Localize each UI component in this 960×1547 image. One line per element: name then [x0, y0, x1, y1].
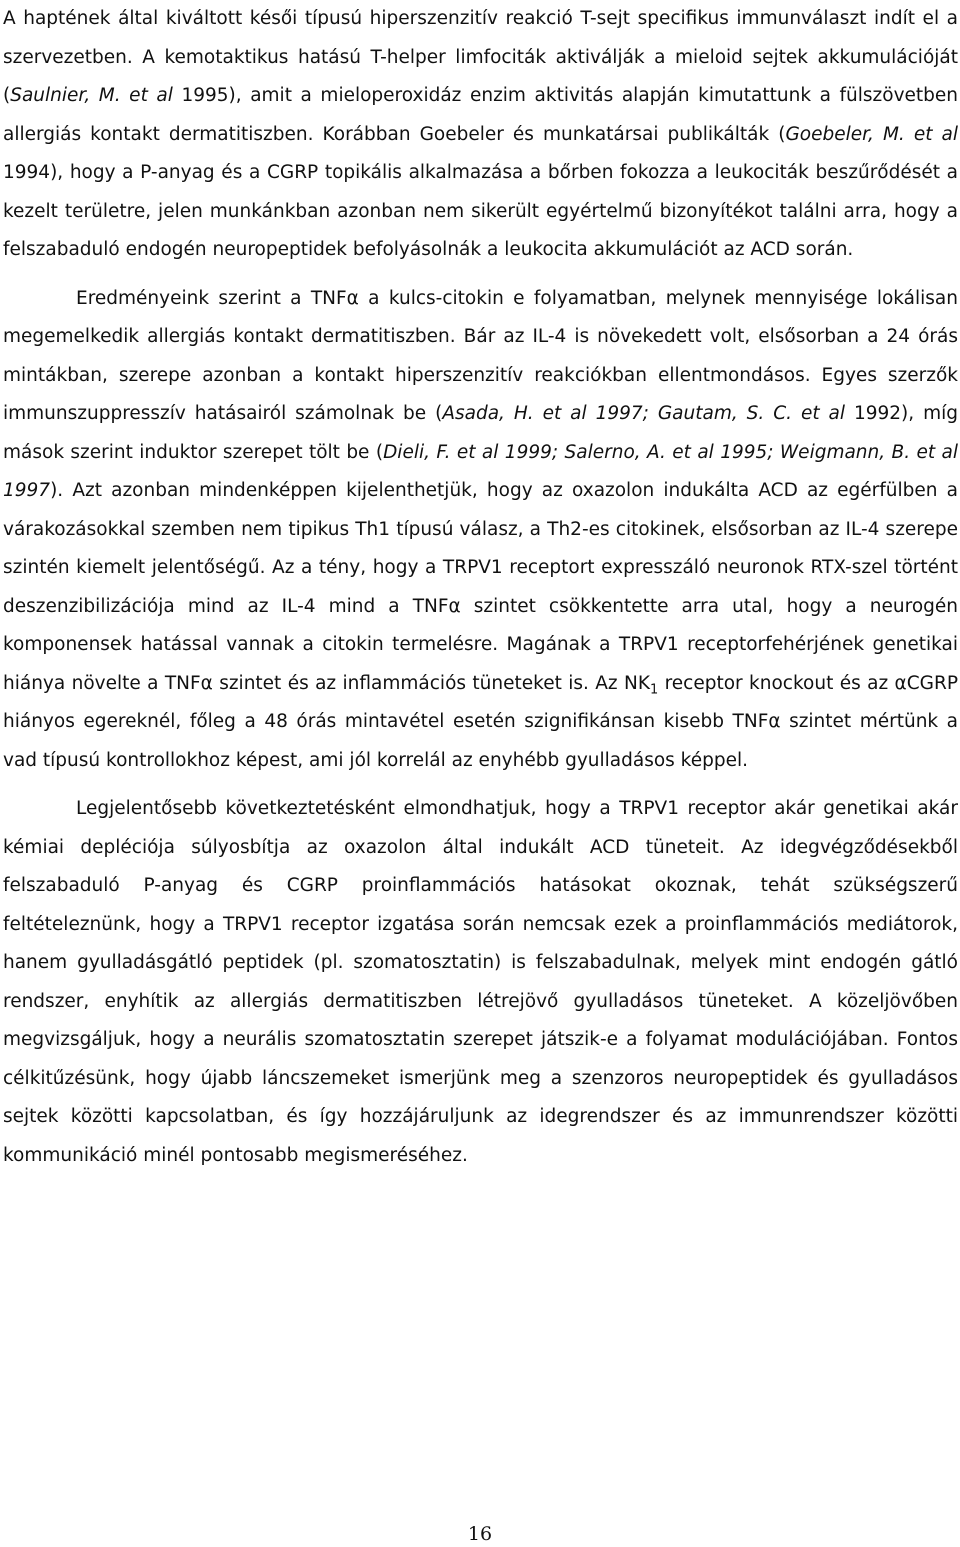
subscript-text: 1 — [649, 682, 659, 698]
text-run: Eredményeink szerint a TNFα a kulcs-citokin e folyamatban, melynek mennyisége lokálisan megemelkedik allergiás kontakt dermatitiszben. Bár az IL-4 is növekedett volt, elsősorban a 24 órás mintákban, szerepe azonban a kontakt hiperszenzitív reakciókban ellentmondásos. Egyes szerzők immunszuppresszív hatásairól számolnak be ( — [3, 287, 958, 424]
text-run: Legjelentősebb következtetésként elmondhatjuk, hogy a TRPV1 receptor akár genetikai akár kémiai depléciója súlyosbítja az oxazolon által indukált ACD tüneteit. Az idegvégződésekből felszabaduló P-anyag és CGRP proinflammációs hatásokat okoznak, tehát szükségszerű feltételeznünk, hogy a TRPV1 receptor izgatása során nemcsak ezek a proinflammációs mediátorok, hanem gyulladásgátló peptidek (pl. szomatosztatin) is felszabadulnak, melyek mint endogén gátló rendszer, enyhítik az allergiás dermatitiszben létrejövő gyulladásos tüneteket. A közeljövőben megvizsgáljuk, hogy a neurális szomatosztatin szerepet játszik-e a folyamat modulációjában. Fontos célkitűzésünk, hogy újabb láncszemeket ismerjünk meg a szenzoros neuropeptidek és gyulladásos sejtek közötti kapcsolatban, és így hozzájáruljunk az idegrendszer és az immunrendszer közötti kommunikáció minél pontosabb megismeréséhez. — [3, 798, 958, 1166]
text-run: 1992), míg mások szerint induktor szerepet tölt be ( — [3, 403, 958, 463]
paragraph-2 — [3, 280, 958, 781]
text-run: ). Azt azonban mindenképpen kijelenthetjük, hogy az oxazolon indukálta ACD az egérfülben a várakozásokkal szemben nem tipikus Th1 típusú válasz, a Th2-es citokinek, elsősorban az IL-4 szerepe szintén kiemelt jelentőségű. Az a tény, hogy a TRPV1 receptort expresszáló neuronok RTX-szel történt deszenzibilizációja mind az IL-4 mind a TNFα szintet csökkentette arra utal, hogy a neurogén komponensek hatással vannak a citokin termelésre. Magának a TRPV1 receptorfehérjének genetikai hiánya növelte a TNFα szintet és az inflammációs tüneteket is. Az NK — [3, 480, 958, 694]
body-text — [3, 0, 958, 1175]
text-run: 1995), amit a mieloperoxidáz enzim aktivitás alapján kimutattunk a fülszövetben allergiás kontakt dermatitiszben. Korábban Goebeler és munkatársai publikálták ( — [3, 85, 958, 145]
citation-text: Goebeler, M. et al — [785, 123, 958, 145]
text-run: 1994), hogy a P-anyag és a CGRP topikális alkalmazása a bőrben fokozza a leukociták beszűrődését a kezelt területre, jelen munkánkban azonban nem sikerült egyértelmű bizonyítékot találni arra, hogy a felszabaduló endogén neuropeptidek befolyásolnák a leukocita akkumulációt az ACD során. — [3, 162, 958, 260]
citation-text: Dieli, F. et al 1999; Salerno, A. et al 1995; Weigmann, B. et al 1997 — [3, 441, 958, 501]
text-run: receptor knockout és az αCGRP hiányos egereknél, főleg a 48 órás mintavétel esetén szignifikánsan kisebb TNFα szintet mértünk a vad típusú kontrollokhoz képest, ami jól korrelál az enyhébb gyulladásos képpel. — [3, 672, 958, 771]
paragraph-1 — [3, 0, 958, 270]
text-run: A haptének által kiváltott késői típusú hiperszenzitív reakció T-sejt specifikus immunválaszt indít el a szervezetben. A kemotaktikus hatású T-helper limfociták aktiválják a mieloid sejtek akkumulációját ( — [3, 8, 958, 106]
paragraph-3 — [3, 790, 958, 1175]
page-number: 16 — [467, 1523, 493, 1545]
citation-text: Saulnier, M. et al — [10, 85, 173, 106]
citation-text: Asada, H. et al 1997; Gautam, S. C. et al — [442, 403, 846, 424]
